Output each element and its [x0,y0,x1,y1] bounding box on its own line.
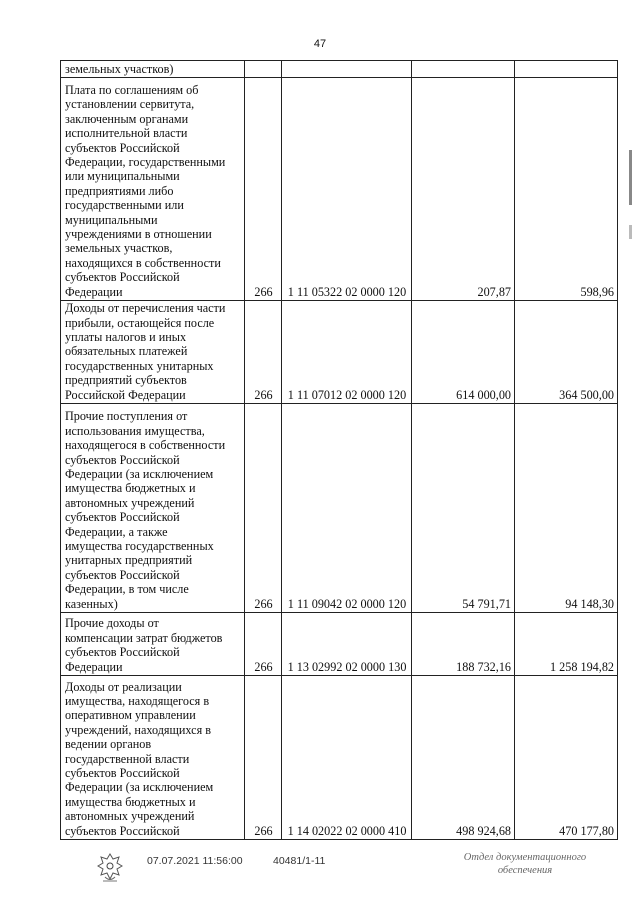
row-description: Доходы от перечисления части прибыли, остающейся после уплаты налогов и иных обязательных платежей государственных унитарных предприятий субъектов Российской Федерации [61,301,245,404]
row-admin-code: 266 [245,78,282,301]
row-admin-code: 266 [245,301,282,404]
table-row [61,61,618,78]
row-value-1: 614 000,00 [412,301,515,404]
row-budget-code: 1 11 07012 02 0000 120 [282,301,412,404]
row-budget-code: 1 13 02992 02 0000 130 [282,613,412,676]
scan-edge-mark [629,225,632,239]
footer-datetime: 07.07.2021 11:56:00 [147,855,243,867]
stamp-line-1: Отдел документационного [463,852,587,863]
row-value-1 [412,61,515,78]
row-value-1: 54 791,71 [412,404,515,613]
row-description: Плата по соглашениям об установлении сервитута, заключенным органами исполнительной власти субъектов Российской Федерации, государственными или муниципальными предприятиями либо государственными или муниципальными учреждениями в отношении земельных участков, находящихся в собственности субъектов Российской Федерации [61,78,245,301]
row-value-2: 598,96 [515,78,618,301]
row-description: земельных участков) [61,61,245,78]
row-description: Прочие поступления от использования имущества, находящегося в собственности субъектов Российской Федерации (за исключением имущества бюджетных и автономных учреждений субъектов Российской Федерации, а также имущества государственных унитарных предприятий субъектов Российской Федерации, в том числе казенных) [61,404,245,613]
row-description: Прочие доходы от компенсации затрат бюджетов субъектов Российской Федерации [61,613,245,676]
row-value-2: 1 258 194,82 [515,613,618,676]
row-value-2: 364 500,00 [515,301,618,404]
department-stamp [440,851,610,877]
row-value-2 [515,61,618,78]
row-admin-code [245,61,282,78]
table-row [61,676,618,840]
budget-revenue-table [60,60,618,840]
row-admin-code: 266 [245,613,282,676]
page-number: 47 [313,38,327,50]
row-value-1: 498 924,68 [412,676,515,840]
table-row [61,613,618,676]
row-value-1: 207,87 [412,78,515,301]
table-row [61,301,618,404]
row-value-2: 94 148,30 [515,404,618,613]
table-row [61,404,618,613]
scan-edge-mark [629,150,632,205]
table-row [61,78,618,301]
row-admin-code: 266 [245,404,282,613]
row-description: Доходы от реализации имущества, находящегося в оперативном управлении учреждений, находящихся в ведении органов государственной власти субъектов Российской Федерации (за исключением имущества бюджетных и автономных учреждений субъектов Российской [61,676,245,840]
coat-of-arms-icon [95,851,125,885]
page-footer [0,851,640,891]
footer-doc-number: 40481/1-11 [273,855,326,867]
row-value-1: 188 732,16 [412,613,515,676]
row-admin-code: 266 [245,676,282,840]
row-budget-code: 1 14 02022 02 0000 410 [282,676,412,840]
row-value-2: 470 177,80 [515,676,618,840]
row-budget-code: 1 11 05322 02 0000 120 [282,78,412,301]
row-budget-code: 1 11 09042 02 0000 120 [282,404,412,613]
stamp-line-2: обеспечения [497,865,553,876]
row-budget-code [282,61,412,78]
